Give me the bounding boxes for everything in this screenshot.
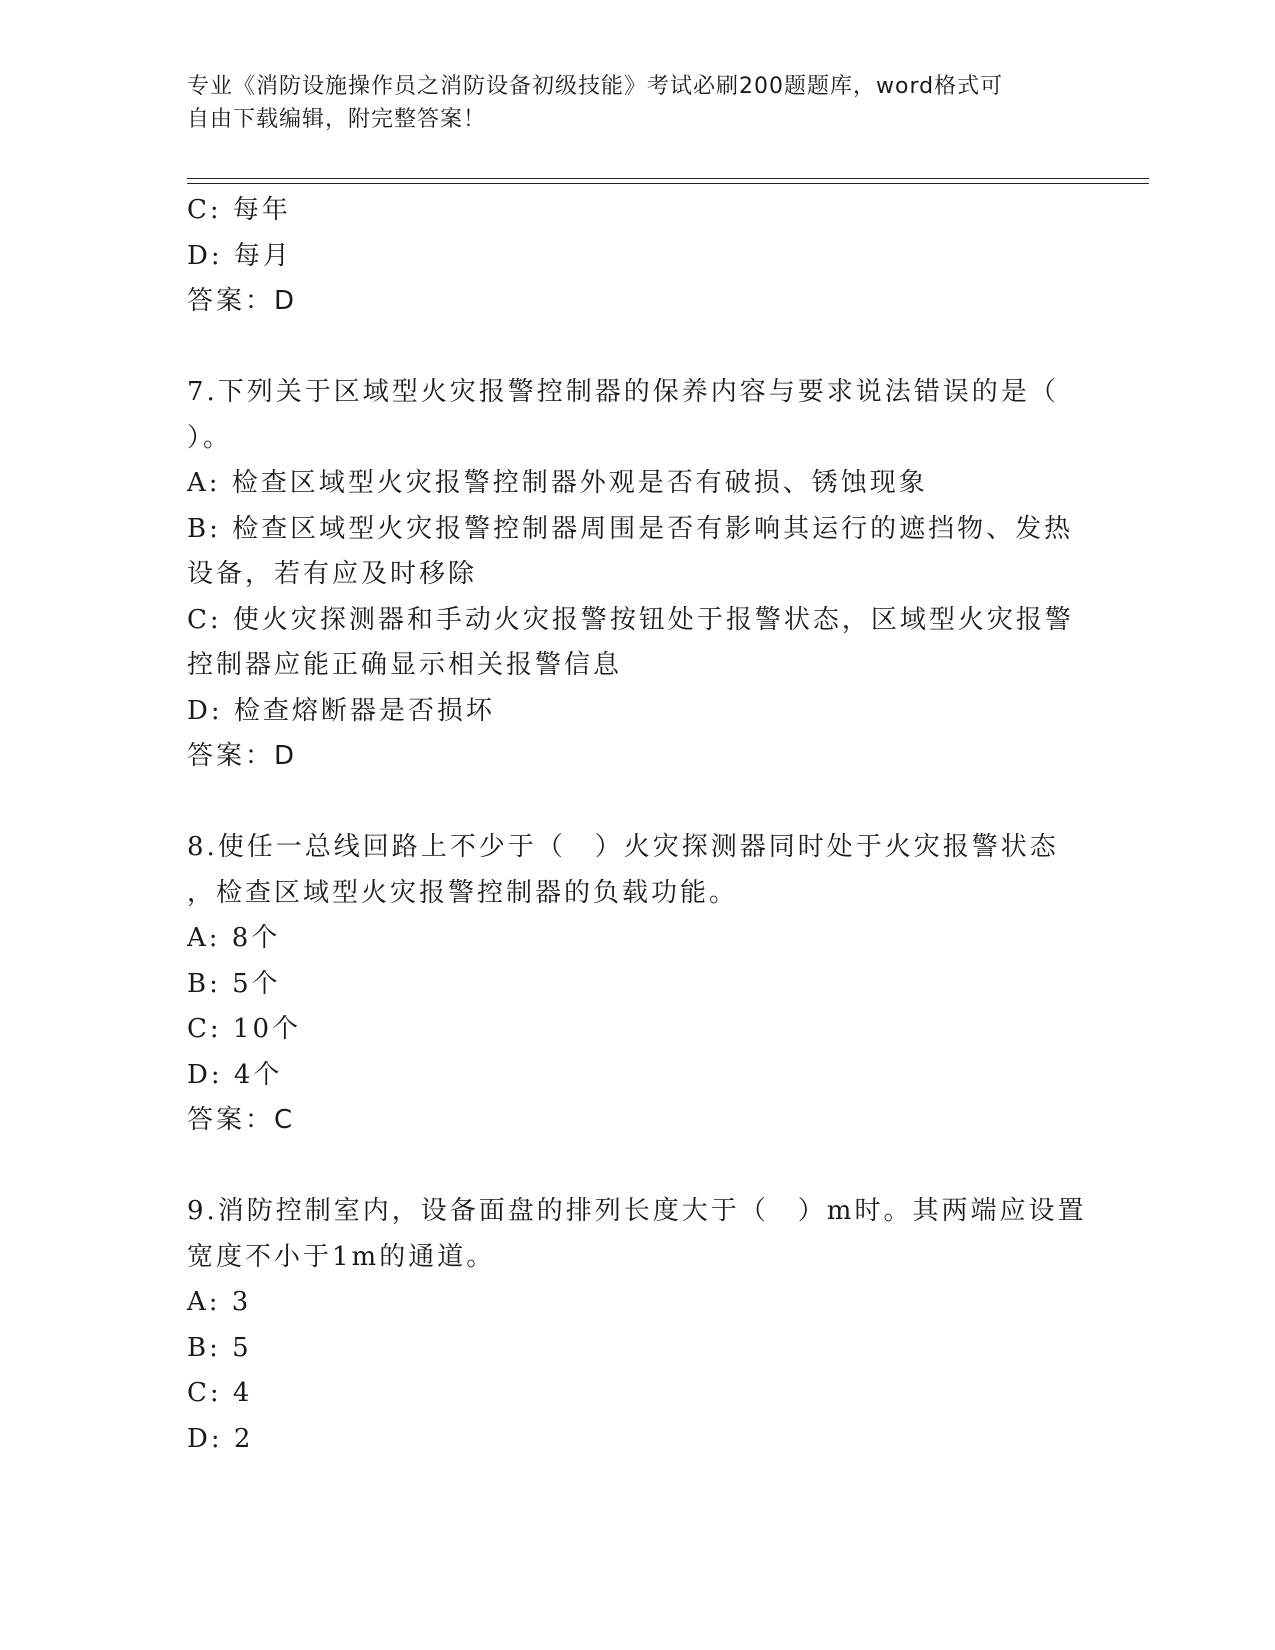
spacer (187, 780, 1087, 826)
question-9 (187, 1189, 1087, 1462)
option-c: C: 10个 (187, 1014, 302, 1044)
option-a: A: 8个 (187, 923, 281, 953)
question-list (187, 188, 1087, 1462)
question-stem: 8.使任一总线回路上不少于（ ）火灾探测器同时处于火灾报警状态 (187, 832, 1059, 862)
option-c-continued: 控制器应能正确显示相关报警信息 (187, 650, 623, 680)
option-d: D: 检查熔断器是否损坏 (187, 695, 495, 726)
question-stem-continued: 宽度不小于1m的通道。 (187, 1241, 496, 1272)
answer-line: 答案：D (187, 286, 298, 316)
option-d: D: 4个 (187, 1059, 283, 1090)
option-b: B: 5个 (187, 968, 281, 999)
option-a: A: 3 (187, 1287, 252, 1317)
spacer (187, 325, 1087, 371)
question-stem-continued: ，检查区域型火灾报警控制器的负载功能。 (187, 877, 739, 908)
question-stem-continued: ）。 (187, 422, 233, 453)
option-c: C: 使火灾探测器和手动火灾报警按钮处于报警状态，区域型火灾报警 (187, 604, 1074, 635)
spacer (187, 1144, 1087, 1190)
question-stem: 9.消防控制室内，设备面盘的排列长度大于（ ）m时。其两端应设置 (187, 1196, 1087, 1226)
document-header (187, 70, 1087, 136)
answer-line: 答案：C (187, 1105, 296, 1135)
option-a: A: 检查区域型火灾报警控制器外观是否有破损、锈蚀现象 (187, 468, 928, 498)
option-d: D: 每月 (187, 240, 292, 271)
header-title-line-1: 专业《消防设施操作员之消防设备初级技能》考试必刷200题题库，word格式可 (187, 74, 1004, 99)
header-title-line-2: 自由下载编辑，附完整答案！ (187, 107, 487, 132)
option-b-continued: 设备，若有应及时移除 (187, 559, 478, 589)
option-d: D: 2 (187, 1423, 254, 1454)
option-b: B: 检查区域型火灾报警控制器周围是否有影响其运行的遮挡物、发热 (187, 513, 1074, 544)
option-b: B: 5 (187, 1332, 252, 1363)
question-8 (187, 825, 1087, 1144)
question-stem: 7.下列关于区域型火灾报警控制器的保养内容与要求说法错误的是（ (187, 377, 1059, 407)
header-divider-top (187, 178, 1149, 179)
previous-question-tail (187, 188, 1087, 325)
answer-line: 答案：D (187, 741, 298, 771)
question-7 (187, 370, 1087, 780)
header-divider-bottom (187, 183, 1149, 184)
option-c: C: 每年 (187, 195, 291, 225)
option-c: C: 4 (187, 1378, 253, 1408)
